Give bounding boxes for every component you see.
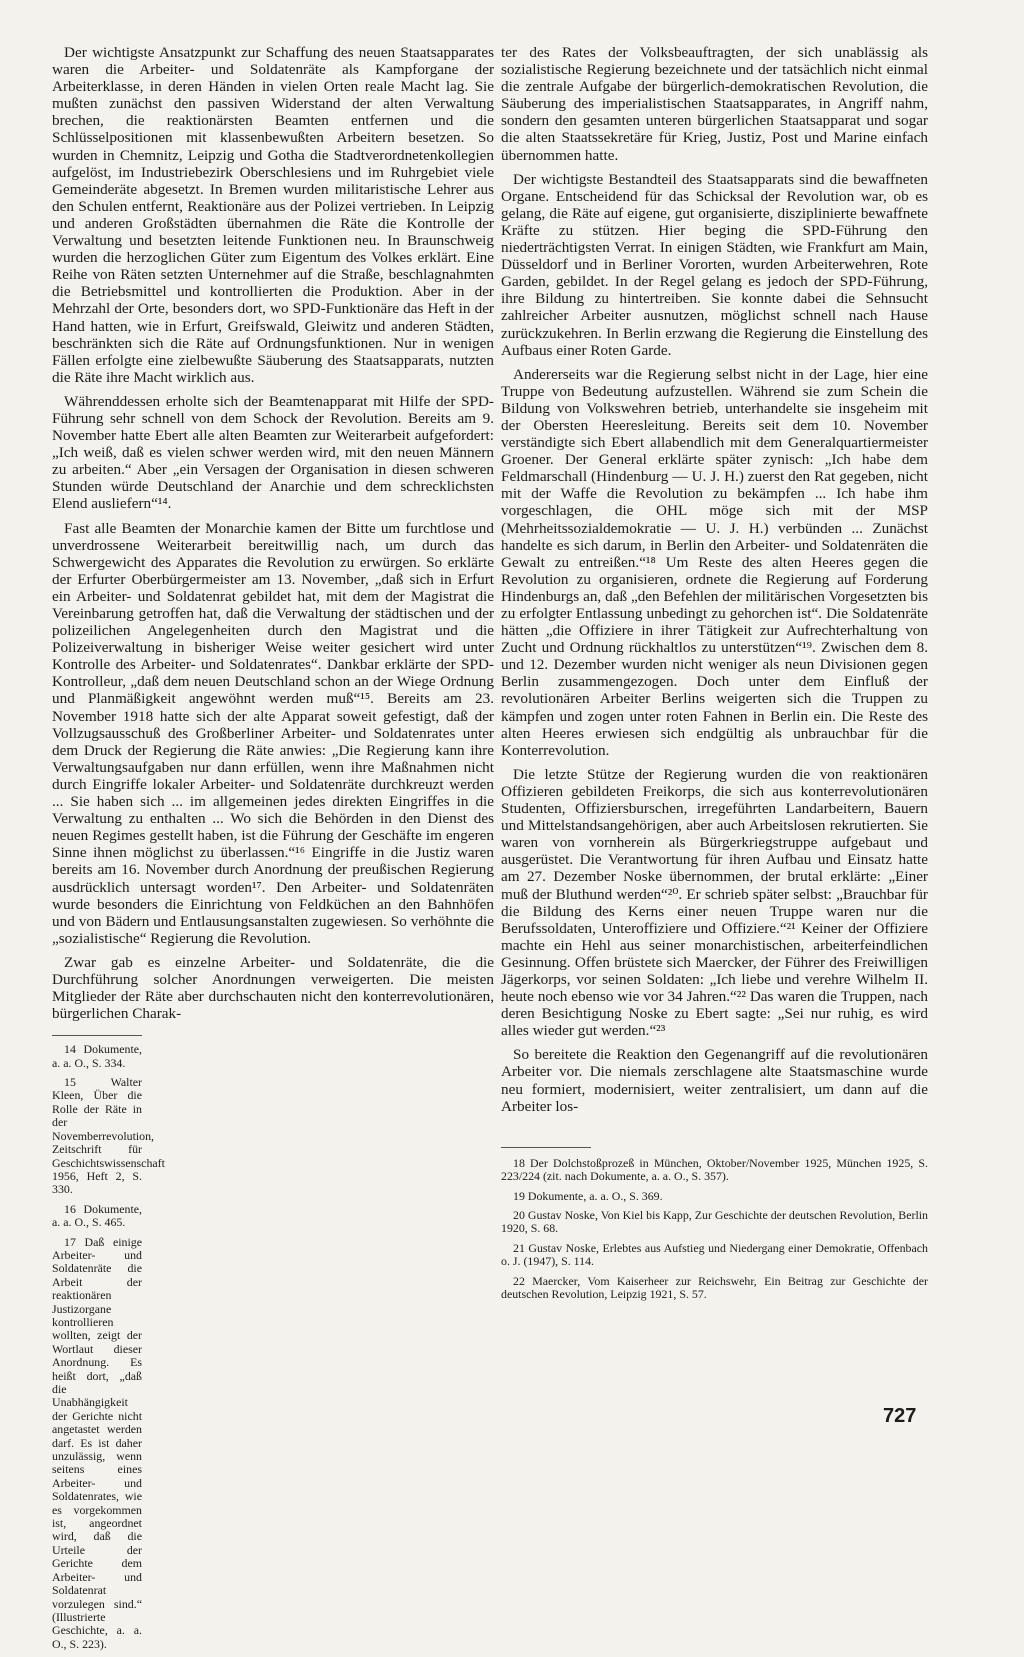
footnote: 15 Walter Kleen, Über die Rolle der Räte in der Novemberrevolution, Zeitschrift für Geschichtswissenschaft 1956, Heft 2, S. 330.	[52, 1075, 165, 1197]
footnote: 21 Gustav Noske, Erlebtes aus Aufstieg und Niedergang einer Demokratie, Offenbach o. J. (1947), S. 114.	[501, 1240, 928, 1269]
footnote: 19 Dokumente, a. a. O., S. 369.	[513, 1188, 663, 1203]
footnote: 20 Gustav Noske, Von Kiel bis Kapp, Zur Geschichte der deutschen Revolution, Berlin 1920, S. 68.	[501, 1207, 928, 1236]
body-paragraph: ter des Rates der Volksbeauftragten, der sich unablässig als sozialistische Regierung bezeichnete und der tatsächlich nicht einmal die zentrale Aufgabe der bürgerlich-demokratischen Revolution, die Säuberung des imperialistischen Staatsapparates, in Angriff nahm, sondern den gesamten unteren bürgerlichen Staatsapparat und sogar die alten Staatssekretäre für Krieg, Justiz, Post und Marine einfach übernommen hatte.	[501, 44, 928, 164]
footnote: 16 Dokumente, a. a. O., S. 465.	[52, 1201, 142, 1230]
body-paragraph: Zwar gab es einzelne Arbeiter- und Soldatenräte, die die Durchführung solcher Anordnungen verweigerten. Die meisten Mitglieder der Räte aber durchschauten nicht den konterrevolutionären, bürgerlichen Charak-	[52, 953, 494, 1023]
footnote: 17 Daß einige Arbeiter- und Soldatenräte die Arbeit der reaktionären Justizorgane kontrollieren wollten, zeigt der Wortlaut dieser Anordnung. Es heißt dort, „daß die Unabhängigkeit der Gerichte nicht angetastet werden darf. Es ist daher unzulässig, wenn seitens eines Arbeiter- und Soldatenrates, wie es vorgekommen ist, angeordnet wird, daß die Urteile der Gerichte dem Arbeiter- und Soldatenrat vorzulegen sind.“ (Illustrierte Geschichte, a. a. O., S. 223).	[52, 1234, 142, 1651]
footnotes-right	[501, 1147, 928, 1302]
page-number: 727	[883, 1405, 917, 1427]
body-paragraph: So bereitete die Reaktion den Gegenangriff auf die revolutionären Arbeiter vor. Die niemals zerschlagene alte Staatsmaschine wurde neu formiert, modernisiert, weiter zentralisiert, um dann auf die Arbeiter los-	[501, 1046, 928, 1115]
body-paragraph: Fast alle Beamten der Monarchie kamen der Bitte um furchtlose und unverdrossene Weiterarbeit bereitwillig nach, um durch das Schwergewicht des Apparates die Revolution zu erwürgen. So erklärte der Erfurter Oberbürgermeister am 13. November, „daß sich in Erfurt ein Arbeiter- und Soldatenrat gebildet hat, mit dem der Magistrat die Vereinbarung getroffen hat, daß die Verwaltung der städtischen und der polizeilichen Angelegenheiten durch den Magistrat und die Polizeiverwaltung in bisheriger Weise weiter gesichert wird unter Kontrolle des Arbeiter- und Soldatenrates“. Dankbar erklärte der SPD-Kontrolleur, „daß dem neuen Deutschland schon an der Wiege Ordnung und Planmäßigkeit angewöhnt werden muß“¹⁵. Bereits am 23. November 1918 hatte sich der alte Apparat soweit gefestigt, daß der Vollzugsausschuß des Großberliner Arbeiter- und Soldatenrates unter dem Druck der Regierung die Räte anwies: „Die Regierung kann ihre Verwaltungsaufgaben nur dann erfüllen, wenn ihre Maßnahmen nicht durch Eingriffe lokaler Arbeiter- und Soldatenräte durchkreuzt werden ... Sie haben sich ... im allgemeinen jedes direkten Eingriffes in die Verwaltung zu enthalten ... Wo sich die Behörden in den Dienst des neuen Regimes gestellt haben, ist die Führung der Geschäfte im engeren Sinne ihnen möglichst zu überlassen.“¹⁶ Eingriffe in die Justiz waren bereits am 16. November durch Anordnung der preußischen Regierung ausdrücklich untersagt worden¹⁷. Den Arbeiter- und Soldatenräten wurde besonders die Einrichtung von Feldküchen an den Bahnhöfen und von Bädern und Entlausungsanstalten zugewiesen. So verhöhnte die „sozialistische“ Regierung die Revolution.	[52, 519, 494, 947]
body-paragraph: Der wichtigste Bestandteil des Staatsapparats sind die bewaffneten Organe. Entscheidend für das Schicksal der Revolution war, ob es gelang, die Räte auf eigene, gut organisierte, disziplinierte bewaffnete Kräfte zu stützen. Hier beging die SPD-Führung den niederträchtigsten Verrat. In einigen Städten, wie Frankfurt am Main, Düsseldorf und in Berliner Vororten, wurden Arbeiterwehren, Rote Garden, gebildet. In der Regel gelang es jedoch der SPD-Führung, ihre Bildung zu hintertreiben. Sie konnte dabei die Sehnsucht zahlreicher Arbeiter ausnutzen, möglichst schnell nach Hause zurückzukehren. In Berlin erzwang die Regierung die Einstellung des Aufbaus einer Roten Garde.	[501, 170, 928, 359]
body-paragraph: Der wichtigste Ansatzpunkt zur Schaffung des neuen Staatsapparates waren die Arbeiter- und Soldatenräte als Kampforgane der Arbeiterklasse, in deren Händen in vielen Orten reale Macht lag. Sie mußten zunächst den passiven Widerstand der alten Verwaltung brechen, die reaktionärsten Beamten entfernen und die Schlüsselpositionen mit klassenbewußten Arbeitern besetzen. So wurden in Chemnitz, Leipzig und Gotha die Stadtverordnetenkollegien aufgelöst, im Industriebezirk Oberschlesiens und im Ruhrgebiet viele Gemeinderäte abgesetzt. In Bremen wurden militaristische Lehrer aus den Schulen entfernt, Reaktionäre aus der Polizei vertrieben. In Leipzig und anderen Großstädten übernahmen die Räte die Kontrolle der Verwaltung und besetzten leitende Funktionen neu. In Braunschweig wurden die herzoglichen Güter zum Eigentum des Volkes erklärt. Eine Reihe von Räten setzten Unternehmer auf die Straße, beschlagnahmten die Betriebsmittel und kontrollierten die Produktion. Aber in der Mehrzahl der Orte, besonders dort, wo SPD-Funktionäre das Heft in der Hand hatten, wie in Erfurt, Greifswald, Gleiwitz und anderen Städten, beschränkten sich die Räte auf Ordnungsfunktionen. Nur in wenigen Fällen erfolgte eine zielbewußte Säuberung des Staatsapparats, nutzten die Räte ihre Macht wirklich aus.	[52, 44, 494, 386]
body-paragraph: Andererseits war die Regierung selbst nicht in der Lage, hier eine Truppe von Bedeutung aufzustellen. Während sie zum Schein die Bildung von Volkswehren betrieb, unterhandelte sie insgeheim mit der Obersten Heeresleitung. Bereits seit dem 10. November verständigte sich Ebert allabendlich mit dem Generalquartiermeister Groener. Der General erklärte später zynisch: „Ich habe dem Feldmarschall (Hindenburg — U. J. H.) zuerst den Rat gegeben, nicht mit der Waffe die Revolution zu bekämpfen ... Ich habe ihm vorgeschlagen, die OHL möge sich mit der MSP (Mehrheitssozialdemokratie — U. J. H.) verbünden ... Zunächst handelte es sich darum, in Berlin den Arbeiter- und Soldatenräten die Gewalt zu entreißen.“¹⁸ Um Reste des alten Heeres gegen die Revolution zu organisieren, ordnete die Regierung auf Forderung Hindenburgs an, daß „den Befehlen der militärischen Vorgesetzten bis zu erfolgter Entlassung unbedingt zu gehorchen ist“. Die Soldatenräte hätten „die Offiziere in ihrer Tätigkeit zur Aufrechterhaltung von Zucht und Ordnung rückhaltlos zu unterstützen“¹⁹. Zwischen dem 8. und 12. Dezember wurden nicht weniger als neun Divisionen gegen Berlin zusammengezogen. Doch unter dem Einfluß der revolutionären Arbeiter Berlins weigerten sich die Truppen zu kämpfen und zogen unter roten Fahnen in Berlin ein. Die Reste des alten Heeres erwiesen sich endgültig als unbrauchbar für die Konterrevolution.	[501, 365, 928, 759]
body-paragraph: Die letzte Stütze der Regierung wurden die von reaktionären Offizieren gebildeten Freikorps, die sich aus konterrevolutionären Studenten, Offiziersburschen, irregeführten Landarbeitern, Bauern und Mittelstandsangehörigen, aber auch Arbeitslosen rekrutierten. Sie waren von vornherein als Bürgerkriegstruppe aufgebaut und ausgerüstet. Die Verantwortung für ihren Aufbau und Einsatz hatte am 27. Dezember Noske übernommen, der brutal erklärte: „Einer muß der Bluthund werden“²⁰. Er schrieb später selbst: „Brauchbar für die Bildung des Kerns einer neuen Truppe waren nur die Berufssoldaten, Unteroffiziere und Offiziere.“²¹ Keiner der Offiziere machte ein Hehl aus seiner monarchistischen, arbeiterfeindlichen Gesinnung. Offen brüstete sich Maercker, der Führer des Freiwilligen Jägerkorps, vor seinen Soldaten: „Ich liebe und verehre Wilhelm II. heute noch ebenso wie vor 34 Jahren.“²² Das waren die Truppen, nach deren Besichtigung Noske zu Ebert sagte: „Sei nur ruhig, es wird alles wieder gut werden.“²³	[501, 765, 928, 1040]
left-column	[52, 44, 494, 1657]
footnotes-left	[52, 1035, 165, 1651]
footnote: 22 Maercker, Vom Kaiserheer zur Reichswehr, Ein Beitrag zur Geschichte der deutschen Revolution, Leipzig 1921, S. 57.	[501, 1273, 928, 1301]
footnote: 14 Dokumente, a. a. O., S. 334.	[52, 1042, 142, 1070]
footnote-rule	[501, 1147, 591, 1148]
right-column	[501, 44, 928, 1307]
footnote: 18 Der Dolchstoßprozeß in München, Oktober/November 1925, München 1925, S. 223/224 (zit. nach Dokumente, a. a. O., S. 357).	[501, 1155, 928, 1184]
body-paragraph: Währenddessen erholte sich der Beamtenapparat mit Hilfe der SPD-Führung sehr schnell von dem Schock der Revolution. Bereits am 9. November hatte Ebert alle alten Beamten zur Weiterarbeit aufgefordert: „Ich weiß, daß es vielen schwer werden wird, mit den neuen Männern zu arbeiten.“ Aber „ein Versagen der Organisation in diesen schweren Stunden würde Deutschland der Anarchie und dem schrecklichsten Elend ausliefern“¹⁴.	[52, 392, 494, 513]
